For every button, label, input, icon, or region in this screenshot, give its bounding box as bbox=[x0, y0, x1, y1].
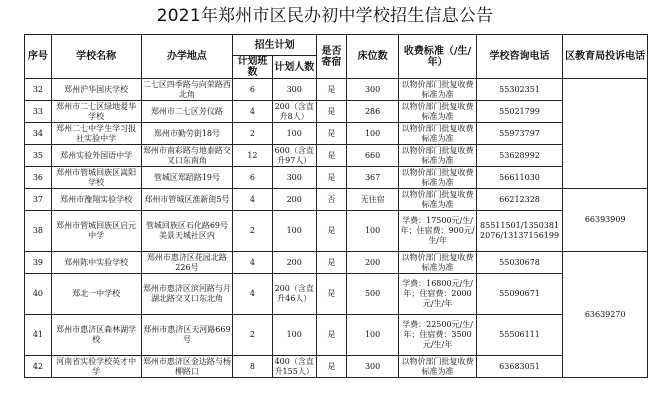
cell-people: 100 bbox=[272, 123, 316, 145]
cell-name: 郑州市管城回族区启元中学 bbox=[51, 211, 141, 252]
cell-address: 郑州市惠济区花园北路226号 bbox=[141, 252, 233, 274]
cell-seq: 38 bbox=[25, 211, 52, 252]
cell-seq: 32 bbox=[25, 79, 52, 101]
admission-table bbox=[24, 34, 648, 378]
table-row bbox=[25, 252, 648, 274]
cell-beds: 286 bbox=[346, 101, 399, 123]
col-address-header: 办学地点 bbox=[141, 35, 233, 79]
cell-seq: 40 bbox=[25, 274, 52, 315]
cell-seq: 36 bbox=[25, 167, 52, 189]
cell-name: 郑北一中学校 bbox=[51, 274, 141, 315]
cell-beds: 367 bbox=[346, 167, 399, 189]
col-plan-classes-header: 计划班数 bbox=[233, 56, 272, 79]
cell-name: 郑州市惠济区森林湖学校 bbox=[51, 315, 141, 356]
cell-fee: 以物价部门批复收费标准为准 bbox=[399, 145, 476, 167]
cell-seq: 39 bbox=[25, 252, 52, 274]
cell-classes: 12 bbox=[233, 145, 272, 167]
cell-fee: 学费：16800元/生/年；住宿费：2000元/生/年 bbox=[399, 274, 476, 315]
cell-beds: 无住宿 bbox=[346, 189, 399, 211]
cell-name: 郑州陈中实验学校 bbox=[51, 252, 141, 274]
cell-phone: 66212328 bbox=[476, 189, 563, 211]
cell-phone: 53628992 bbox=[476, 145, 563, 167]
cell-fee: 学费：17500元/生/年；住宿费：900元/生/年 bbox=[399, 211, 476, 252]
page-title: 2021年郑州市区民办初中学校招生信息公告 bbox=[156, 6, 494, 26]
cell-people: 400（含直升155人） bbox=[272, 356, 316, 378]
cell-boarding: 是 bbox=[316, 123, 346, 145]
cell-phone: 55021799 bbox=[476, 101, 563, 123]
cell-boarding: 是 bbox=[316, 315, 346, 356]
cell-fee: 学费：22500元/生/年；住宿费：3500元/生/年 bbox=[399, 315, 476, 356]
cell-seq: 42 bbox=[25, 356, 52, 378]
cell-address: 二七区四季路与向荣路西北角 bbox=[142, 79, 231, 99]
cell-seq: 34 bbox=[25, 123, 52, 145]
col-boarding-header: 是否寄宿 bbox=[316, 35, 346, 79]
cell-beds: 300 bbox=[346, 79, 399, 101]
cell-people: 600（含直升97人） bbox=[272, 145, 316, 167]
cell-name: 郑州市豫翔实验学校 bbox=[51, 189, 141, 211]
cell-people: 300 bbox=[272, 167, 316, 189]
cell-classes: 2 bbox=[233, 211, 272, 252]
table-row bbox=[25, 101, 648, 123]
cell-address: 郑州市南彩路与地泰路交叉口东南角 bbox=[142, 145, 231, 165]
cell-seq: 35 bbox=[25, 145, 52, 167]
cell-beds: 660 bbox=[346, 145, 399, 167]
cell-beds: 100 bbox=[346, 211, 399, 252]
col-fee-header: 收费标准（/生/年） bbox=[399, 35, 476, 79]
cell-people: 200 bbox=[272, 189, 316, 211]
cell-address: 郑州市惠济区滨河路与月湖北路交叉口东北角 bbox=[141, 274, 233, 315]
cell-classes: 2 bbox=[233, 123, 272, 145]
cell-bureau-phone-guancheng: 66393909 bbox=[563, 189, 648, 252]
cell-fee: 以物价部门批复收费标准为准 bbox=[399, 101, 476, 123]
cell-classes: 6 bbox=[233, 167, 272, 189]
col-plan-people-header: 计划人数 bbox=[272, 56, 316, 79]
cell-people: 200（含直升8人） bbox=[272, 101, 316, 123]
cell-address: 郑州市管城区淮新街5号 bbox=[141, 189, 233, 211]
cell-beds: 500 bbox=[346, 274, 399, 315]
cell-phone: 63683051 bbox=[476, 356, 563, 378]
cell-phone: 55030678 bbox=[476, 252, 563, 274]
table-row bbox=[25, 189, 648, 211]
cell-bureau-empty bbox=[563, 79, 648, 189]
cell-phone: 55302351 bbox=[476, 79, 563, 101]
cell-boarding: 是 bbox=[316, 274, 346, 315]
cell-name: 河南省实验学校英才中学 bbox=[51, 356, 141, 378]
cell-classes: 2 bbox=[233, 315, 272, 356]
col-name-header: 学校名称 bbox=[51, 35, 141, 79]
cell-fee: 以物价部门批复收费标准为准 bbox=[399, 167, 476, 189]
cell-beds: 100 bbox=[346, 123, 399, 145]
cell-address: 管城回族区石化路69号美景天城社区内 bbox=[141, 211, 233, 252]
cell-address: 郑州市惠济区金达路与杨柳路口 bbox=[142, 356, 231, 376]
cell-boarding: 否 bbox=[316, 189, 346, 211]
cell-seq: 41 bbox=[25, 315, 52, 356]
cell-boarding: 是 bbox=[316, 211, 346, 252]
cell-people: 300 bbox=[272, 79, 316, 101]
cell-seq: 33 bbox=[25, 101, 52, 123]
cell-people: 200 bbox=[272, 252, 316, 274]
cell-phone: 55506111 bbox=[476, 315, 563, 356]
cell-boarding: 是 bbox=[316, 252, 346, 274]
table-row bbox=[25, 356, 648, 378]
cell-address: 郑州市二七区芳仪路 bbox=[141, 101, 233, 123]
cell-boarding: 是 bbox=[316, 79, 346, 101]
table-row bbox=[25, 167, 648, 189]
cell-beds: 200 bbox=[346, 252, 399, 274]
col-beds-header: 床位数 bbox=[346, 35, 399, 79]
cell-fee: 以物价部门批复收费标准为准 bbox=[399, 356, 476, 378]
cell-boarding: 是 bbox=[316, 167, 346, 189]
cell-address: 郑州市勤劳街18号 bbox=[141, 123, 233, 145]
cell-phone: 55090671 bbox=[476, 274, 563, 315]
table-row bbox=[25, 145, 648, 167]
cell-fee: 以物价部门批复收费标准为准 bbox=[399, 252, 476, 274]
cell-people: 100 bbox=[272, 211, 316, 252]
cell-fee: 以物价部门批复收费标准为准 bbox=[399, 123, 476, 145]
cell-name: 郑州市二七区绿地爱华学校 bbox=[51, 101, 141, 123]
cell-people: 100 bbox=[272, 315, 316, 356]
cell-name: 郑州沪华国庆学校 bbox=[51, 79, 141, 101]
cell-name: 郑州实验外国语中学 bbox=[51, 145, 141, 167]
cell-boarding: 是 bbox=[316, 101, 346, 123]
cell-classes: 4 bbox=[233, 252, 272, 274]
cell-bureau-phone-huiji: 63639270 bbox=[563, 252, 648, 378]
cell-classes: 4 bbox=[233, 274, 272, 315]
cell-boarding: 是 bbox=[316, 356, 346, 378]
table-row bbox=[25, 79, 648, 101]
cell-people: 200（含直升46人） bbox=[272, 274, 316, 315]
cell-fee: 以物价部门批复收费标准为准 bbox=[399, 79, 476, 101]
col-phone-header: 学校咨询电话 bbox=[476, 35, 563, 79]
cell-phone: 56611030 bbox=[476, 167, 563, 189]
col-plan-header: 招生计划 bbox=[233, 35, 317, 56]
cell-classes: 4 bbox=[233, 101, 272, 123]
cell-fee: 以物价部门批复收费标准为准 bbox=[399, 189, 476, 211]
cell-beds: 100 bbox=[346, 315, 399, 356]
header-row bbox=[25, 35, 648, 56]
cell-classes: 8 bbox=[233, 356, 272, 378]
cell-phone: 55973797 bbox=[476, 123, 563, 145]
col-seq-header: 序号 bbox=[25, 35, 52, 79]
table-row bbox=[25, 123, 648, 145]
table-row bbox=[25, 315, 648, 356]
cell-phone: 85511501/13503812076/13137156199 bbox=[476, 211, 563, 252]
table-row bbox=[25, 211, 648, 252]
cell-classes: 4 bbox=[233, 189, 272, 211]
cell-beds: 300 bbox=[346, 356, 399, 378]
cell-seq: 37 bbox=[25, 189, 52, 211]
table-row bbox=[25, 274, 648, 315]
cell-address: 郑州市惠济区天河路669号 bbox=[141, 315, 233, 356]
cell-address: 管城区郑蹈路19号 bbox=[141, 167, 233, 189]
col-bureau-header: 区教育局投诉电话 bbox=[563, 35, 648, 79]
cell-classes: 6 bbox=[233, 79, 272, 101]
cell-name: 郑州市管城回族区嵩阳学校 bbox=[51, 167, 141, 189]
cell-boarding: 是 bbox=[316, 145, 346, 167]
cell-name: 郑州二七中学生学习报社实验中学 bbox=[51, 123, 141, 145]
